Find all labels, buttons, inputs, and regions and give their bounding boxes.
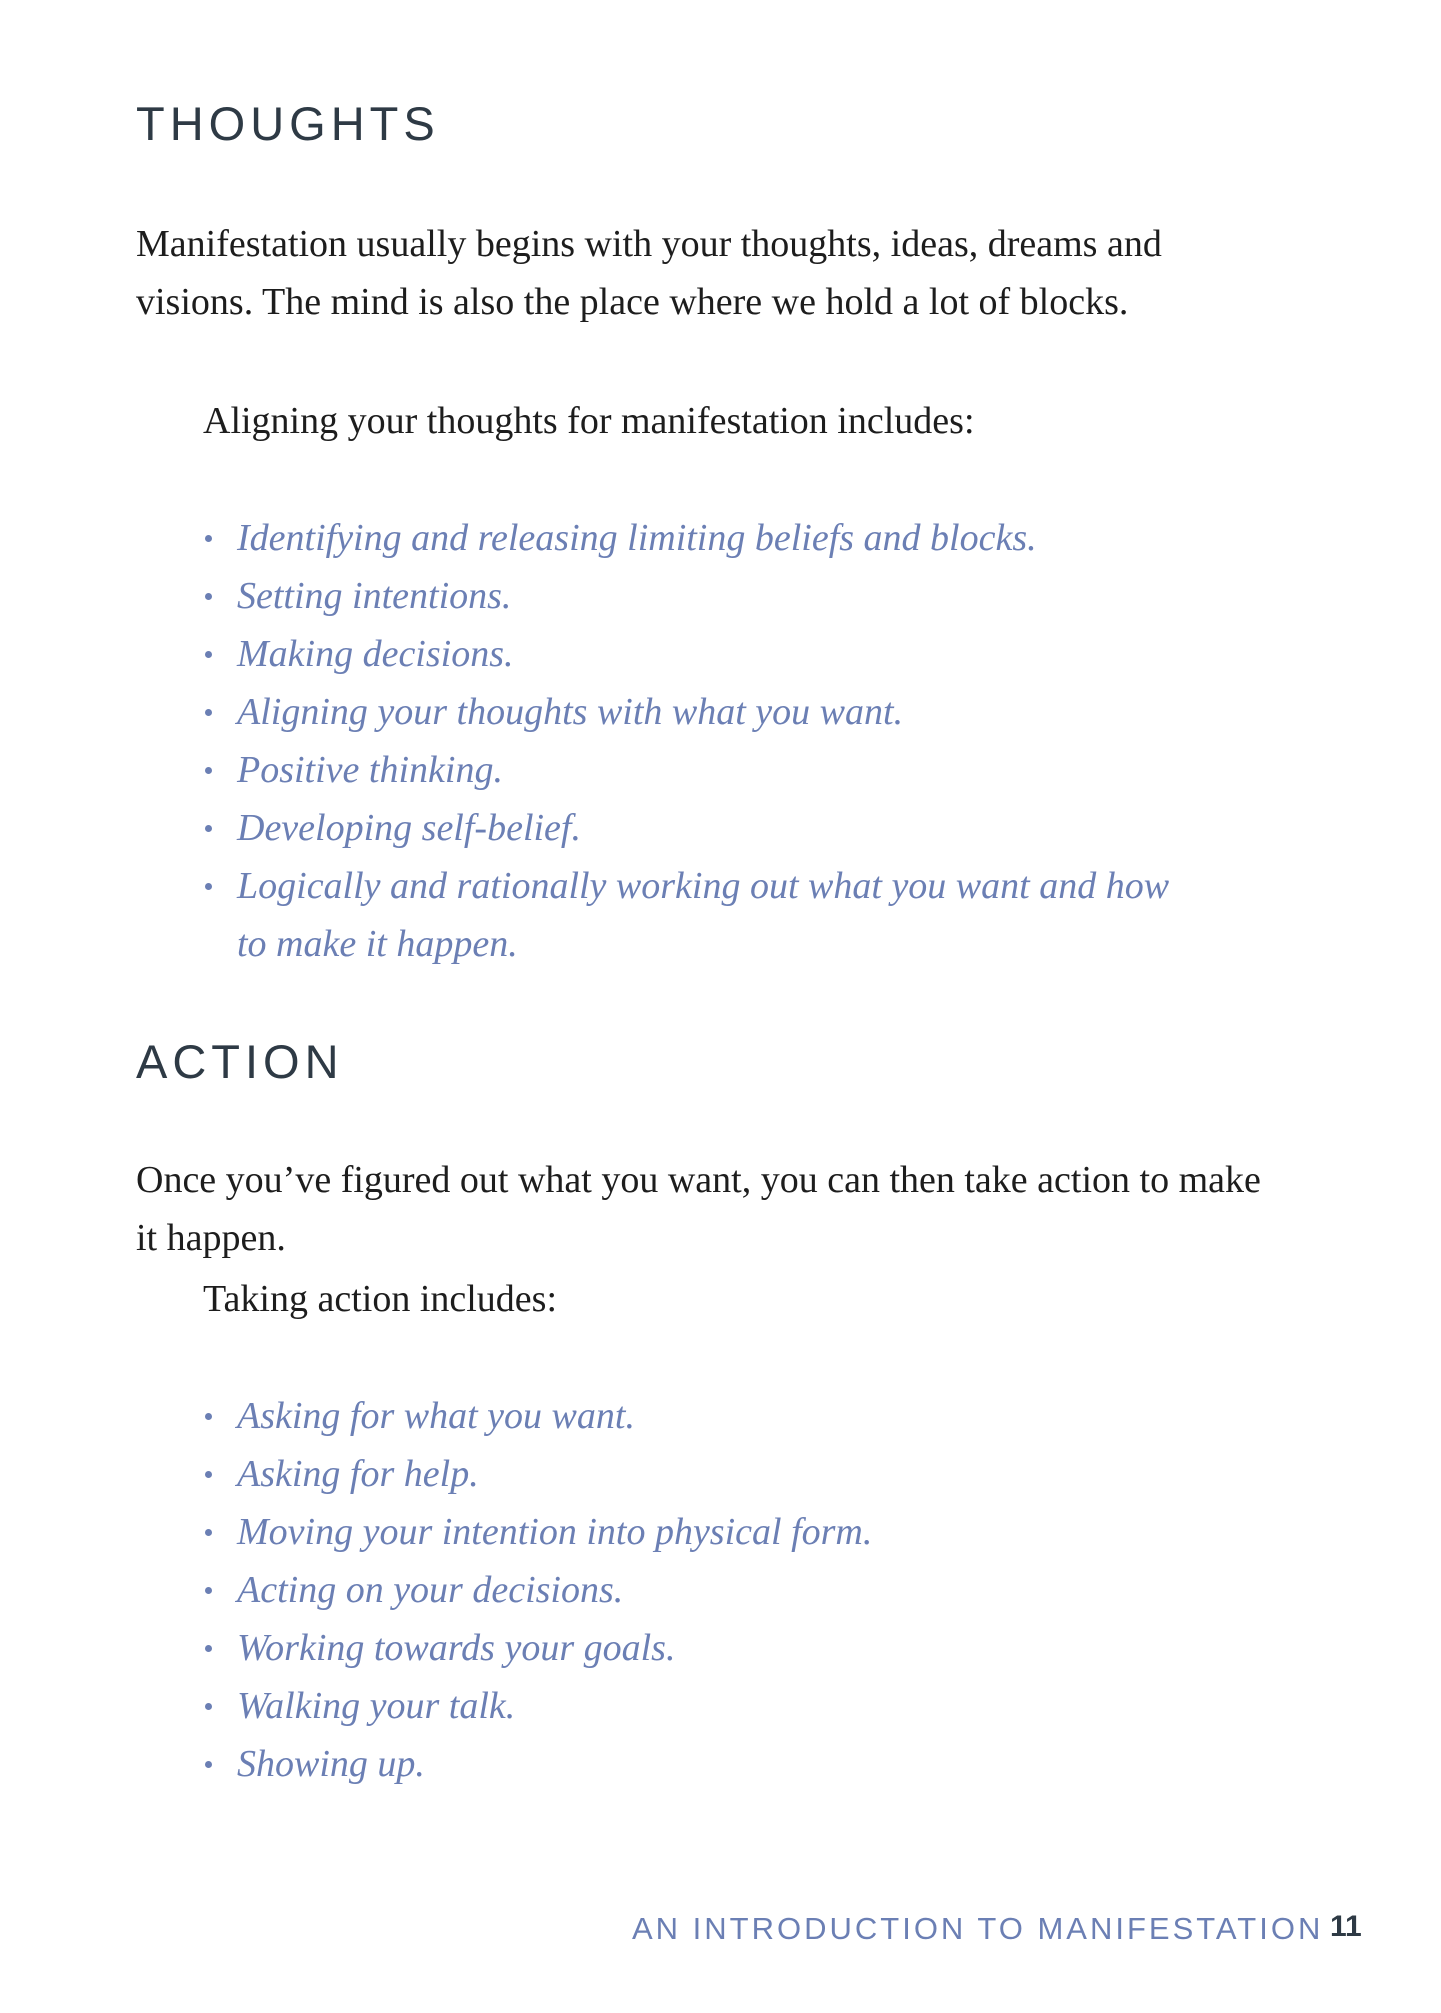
bullet-icon xyxy=(205,1471,212,1478)
bullet-icon xyxy=(205,883,212,890)
list-item: Acting on your decisions. xyxy=(203,1561,1303,1619)
list-item: Working towards your goals. xyxy=(203,1619,1303,1677)
list-item: Walking your talk. xyxy=(203,1677,1303,1735)
bullet-icon xyxy=(205,709,212,716)
section-heading-action: ACTION xyxy=(136,1035,344,1088)
bullet-icon xyxy=(205,1761,212,1768)
bullet-icon xyxy=(205,593,212,600)
bullet-icon xyxy=(205,1587,212,1594)
paragraph-text: Once you’ve figured out what you want, you can then take action to make it happen. xyxy=(136,1159,1261,1259)
bullet-icon xyxy=(205,1645,212,1652)
list-item: Identifying and releasing limiting beliefs and blocks. xyxy=(203,509,1303,567)
section-intro-thoughts: Aligning your thoughts for manifestation includes: xyxy=(203,400,975,442)
list-item: Positive thinking. xyxy=(203,741,1303,799)
bullet-icon xyxy=(205,1413,212,1420)
section-heading-thoughts: THOUGHTS xyxy=(136,97,440,150)
bullet-icon xyxy=(205,1703,212,1710)
bullet-list-action xyxy=(203,1387,1303,1793)
list-item: Logically and rationally working out what you want and how to make it happen. xyxy=(203,857,1303,973)
section-paragraph-thoughts xyxy=(136,215,1276,331)
list-item: Making decisions. xyxy=(203,625,1303,683)
bullet-icon xyxy=(205,767,212,774)
list-item: Aligning your thoughts with what you want. xyxy=(203,683,1303,741)
section-paragraph-action xyxy=(136,1151,1276,1267)
list-item: Developing self-belief. xyxy=(203,799,1303,857)
bullet-icon xyxy=(205,535,212,542)
paragraph-text: Manifestation usually begins with your thoughts, ideas, dreams and visions. The mind is also the place where we hold a lot of blocks. xyxy=(136,223,1162,323)
list-item: Setting intentions. xyxy=(203,567,1303,625)
list-item: Showing up. xyxy=(203,1735,1303,1793)
bullet-icon xyxy=(205,651,212,658)
bullet-icon xyxy=(205,1529,212,1536)
running-footer-title: AN INTRODUCTION TO MANIFESTATION xyxy=(632,1911,1324,1946)
page-number: 11 xyxy=(1330,1910,1362,1943)
list-item: Asking for help. xyxy=(203,1445,1303,1503)
section-intro-action: Taking action includes: xyxy=(203,1278,558,1320)
list-item: Moving your intention into physical form. xyxy=(203,1503,1303,1561)
list-item: Asking for what you want. xyxy=(203,1387,1303,1445)
bullet-list-thoughts xyxy=(203,509,1303,973)
bullet-icon xyxy=(205,825,212,832)
